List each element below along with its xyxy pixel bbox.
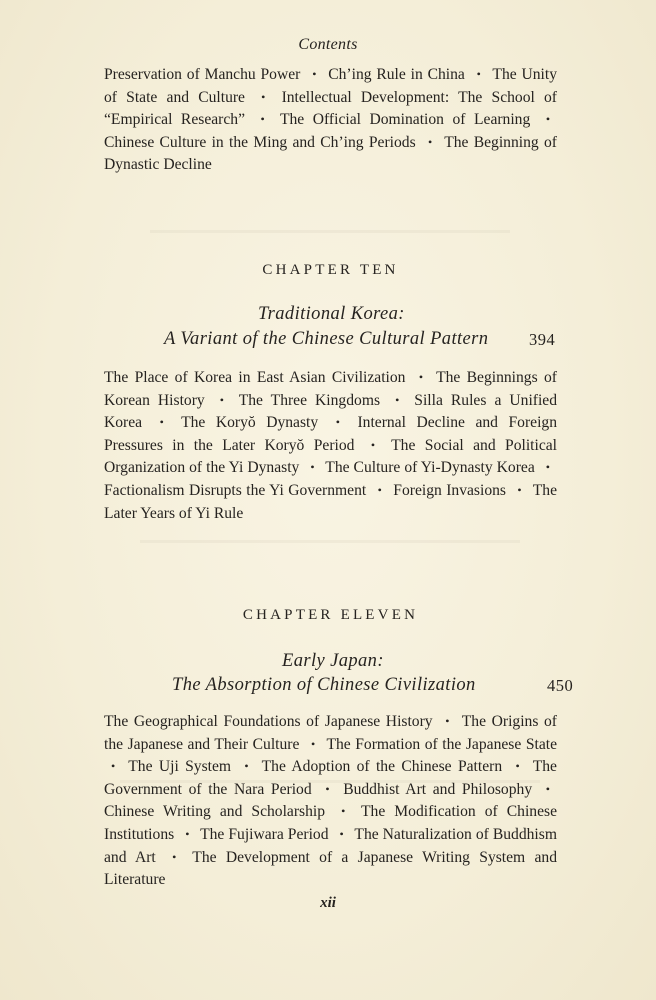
bullet-separator: • bbox=[335, 415, 340, 430]
bullet-separator: • bbox=[325, 781, 330, 796]
topic-entry: Chinese Writing and Scholarship bbox=[104, 803, 326, 821]
chapter-eleven-page-number: 450 bbox=[547, 676, 574, 695]
topic-entry: The Beginnings of Korean History bbox=[104, 369, 557, 409]
topic-entry: Internal Decline and Foreign Pressures in the Later Koryŏ Period bbox=[104, 414, 558, 454]
chapter-ten-title-line2: A Variant of the Chinese Cultural Pattern bbox=[164, 329, 489, 349]
topic-entry: The Culture of Yi-Dynasty Korea bbox=[325, 459, 535, 477]
bullet-separator: • bbox=[476, 67, 481, 81]
chapter-ten-topic-list bbox=[104, 367, 557, 525]
bullet-separator: • bbox=[427, 134, 433, 149]
chapter-ten-title-line1: Traditional Korea: bbox=[258, 304, 405, 324]
chapter-eleven-topic-list bbox=[104, 711, 557, 892]
topic-entry: The Geographical Foundations of Japanese History bbox=[104, 713, 433, 730]
topic-entry: Buddhist Art and Philosophy bbox=[343, 780, 533, 798]
bullet-separator: • bbox=[418, 370, 424, 384]
bullet-separator: • bbox=[377, 482, 382, 497]
topic-entry: Ch’ing Rule in China bbox=[328, 66, 465, 83]
topic-entry: The Later Years of Yi Rule bbox=[104, 481, 557, 522]
bullet-separator: • bbox=[341, 804, 346, 819]
topic-entry: The Three Kingdoms bbox=[238, 391, 381, 409]
folio-page-number: xii bbox=[320, 895, 336, 911]
topic-entry: The Development of a Japanese Writing System and Literature bbox=[104, 848, 558, 889]
bullet-separator: • bbox=[312, 67, 317, 81]
topic-entry: Foreign Invasions bbox=[393, 481, 506, 499]
bullet-separator: • bbox=[545, 460, 550, 475]
bullet-separator: • bbox=[219, 392, 224, 407]
bullet-separator: • bbox=[445, 714, 450, 728]
topic-entry: The Modification of Chinese Institutions bbox=[104, 803, 557, 843]
topic-entry: The Koryŏ Dynasty bbox=[181, 414, 319, 432]
chapter-eleven-heading: CHAPTER ELEVEN bbox=[242, 607, 419, 623]
topic-entry: Intellectual Development: The School of “Empirical Research” bbox=[104, 88, 558, 129]
topic-entry: The Origins of the Japanese and Their Culture bbox=[104, 713, 558, 753]
chapter-eleven-title-line1: Early Japan: bbox=[282, 651, 384, 671]
bullet-separator: • bbox=[260, 112, 265, 127]
topic-entry: The Fujiwara Period bbox=[200, 825, 329, 843]
bullet-separator: • bbox=[370, 437, 376, 452]
continued-topic-list bbox=[104, 64, 557, 177]
topic-entry: The Social and Political Organization of the Yi Dynasty bbox=[104, 436, 558, 477]
chapter-eleven-title-line2: The Absorption of Chinese Civilization bbox=[172, 675, 476, 695]
bullet-separator: • bbox=[545, 112, 551, 127]
topic-entry: Factionalism Disrupts the Yi Government bbox=[104, 481, 367, 499]
topic-entry: The Government of the Nara Period bbox=[104, 758, 557, 798]
topic-entry: The Official Domination of Learning bbox=[279, 111, 531, 129]
bullet-separator: • bbox=[395, 392, 400, 407]
topic-entry: Silla Rules a Unified Korea bbox=[104, 391, 558, 432]
bullet-separator: • bbox=[244, 759, 249, 774]
bullet-separator: • bbox=[172, 849, 177, 864]
bullet-separator: • bbox=[517, 482, 522, 497]
bullet-separator: • bbox=[159, 415, 164, 430]
bullet-separator: • bbox=[310, 736, 316, 751]
topic-entry: The Formation of the Japanese State bbox=[326, 735, 557, 753]
chapter-ten-page-number: 394 bbox=[529, 330, 556, 349]
topic-entry: Preservation of Manchu Power bbox=[104, 66, 301, 83]
topic-entry: The Adoption of the Chinese Pattern bbox=[261, 758, 503, 776]
topic-entry: Chinese Culture in the Ming and Ch’ing Periods bbox=[104, 133, 416, 151]
bullet-separator: • bbox=[185, 826, 190, 841]
topic-entry: The Naturalization of Buddhism and Art bbox=[104, 825, 557, 866]
bullet-separator: • bbox=[111, 759, 116, 774]
bullet-separator: • bbox=[339, 826, 344, 841]
topic-entry: The Uji System bbox=[128, 758, 232, 776]
running-head: Contents bbox=[298, 36, 358, 53]
topic-entry: The Place of Korea in East Asian Civilization bbox=[104, 369, 406, 386]
bullet-separator: • bbox=[545, 781, 550, 796]
topic-entry: The Beginning of Dynastic Decline bbox=[104, 133, 557, 174]
bullet-separator: • bbox=[515, 759, 520, 774]
topic-entry: The Unity of State and Culture bbox=[104, 66, 558, 106]
bullet-separator: • bbox=[261, 89, 266, 104]
chapter-ten-heading: CHAPTER TEN bbox=[262, 262, 399, 278]
bullet-separator: • bbox=[310, 460, 315, 475]
